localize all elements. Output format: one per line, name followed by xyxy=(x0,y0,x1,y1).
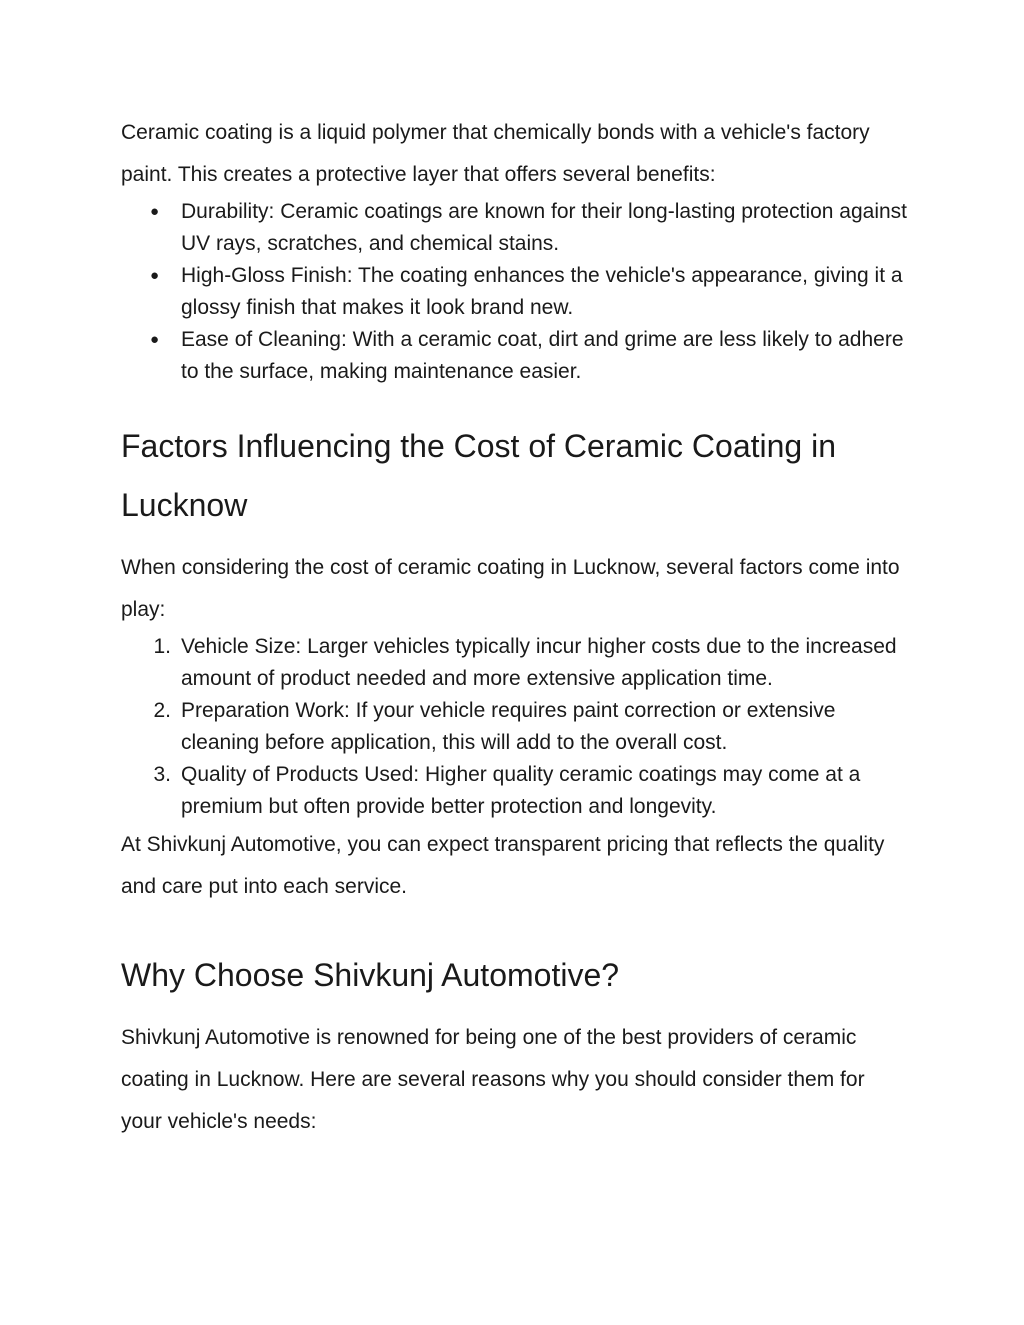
factor-text: Preparation Work: If your vehicle requires paint correction or extensive cleaning before application, this will add to the overall cost. xyxy=(181,699,836,754)
bullet-icon: ● xyxy=(150,267,160,284)
factors-list xyxy=(121,631,911,823)
list-item xyxy=(121,759,911,823)
list-item xyxy=(121,695,911,759)
bullet-icon: ● xyxy=(150,331,160,348)
pricing-paragraph: At Shivkunj Automotive, you can expect transparent pricing that reflects the quality and care put into each service. xyxy=(121,833,885,898)
benefit-text: High-Gloss Finish: The coating enhances the vehicle's appearance, giving it a glossy finish that makes it look brand new. xyxy=(181,264,903,319)
factors-paragraph: When considering the cost of ceramic coating in Lucknow, several factors come into play: xyxy=(121,556,900,621)
list-item xyxy=(121,324,911,388)
list-item xyxy=(121,260,911,324)
benefit-text: Ease of Cleaning: With a ceramic coat, dirt and grime are less likely to adhere to the surface, making maintenance easier. xyxy=(181,328,904,383)
factor-text: Quality of Products Used: Higher quality ceramic coatings may come at a premium but often provide better protection and longevity. xyxy=(181,763,861,818)
document-page xyxy=(121,112,911,1143)
factors-heading: Factors Influencing the Cost of Ceramic Coating in Lucknow xyxy=(121,428,836,523)
list-number: 2. xyxy=(153,699,171,722)
bullet-icon: ● xyxy=(150,203,160,220)
benefits-list xyxy=(121,196,911,388)
list-item xyxy=(121,631,911,695)
intro-paragraph: Ceramic coating is a liquid polymer that chemically bonds with a vehicle's factory paint. This creates a protective layer that offers several benefits: xyxy=(121,121,870,186)
why-heading: Why Choose Shivkunj Automotive? xyxy=(121,957,620,993)
factor-text: Vehicle Size: Larger vehicles typically incur higher costs due to the increased amount of product needed and more extensive application time. xyxy=(181,635,897,690)
list-number: 1. xyxy=(153,635,171,658)
why-paragraph: Shivkunj Automotive is renowned for being one of the best providers of ceramic coating in Lucknow. Here are several reasons why you should consider them for your vehicle's needs: xyxy=(121,1026,865,1133)
benefit-text: Durability: Ceramic coatings are known for their long-lasting protection against UV rays, scratches, and chemical stains. xyxy=(181,200,908,255)
list-number: 3. xyxy=(153,763,171,786)
list-item xyxy=(121,196,911,260)
